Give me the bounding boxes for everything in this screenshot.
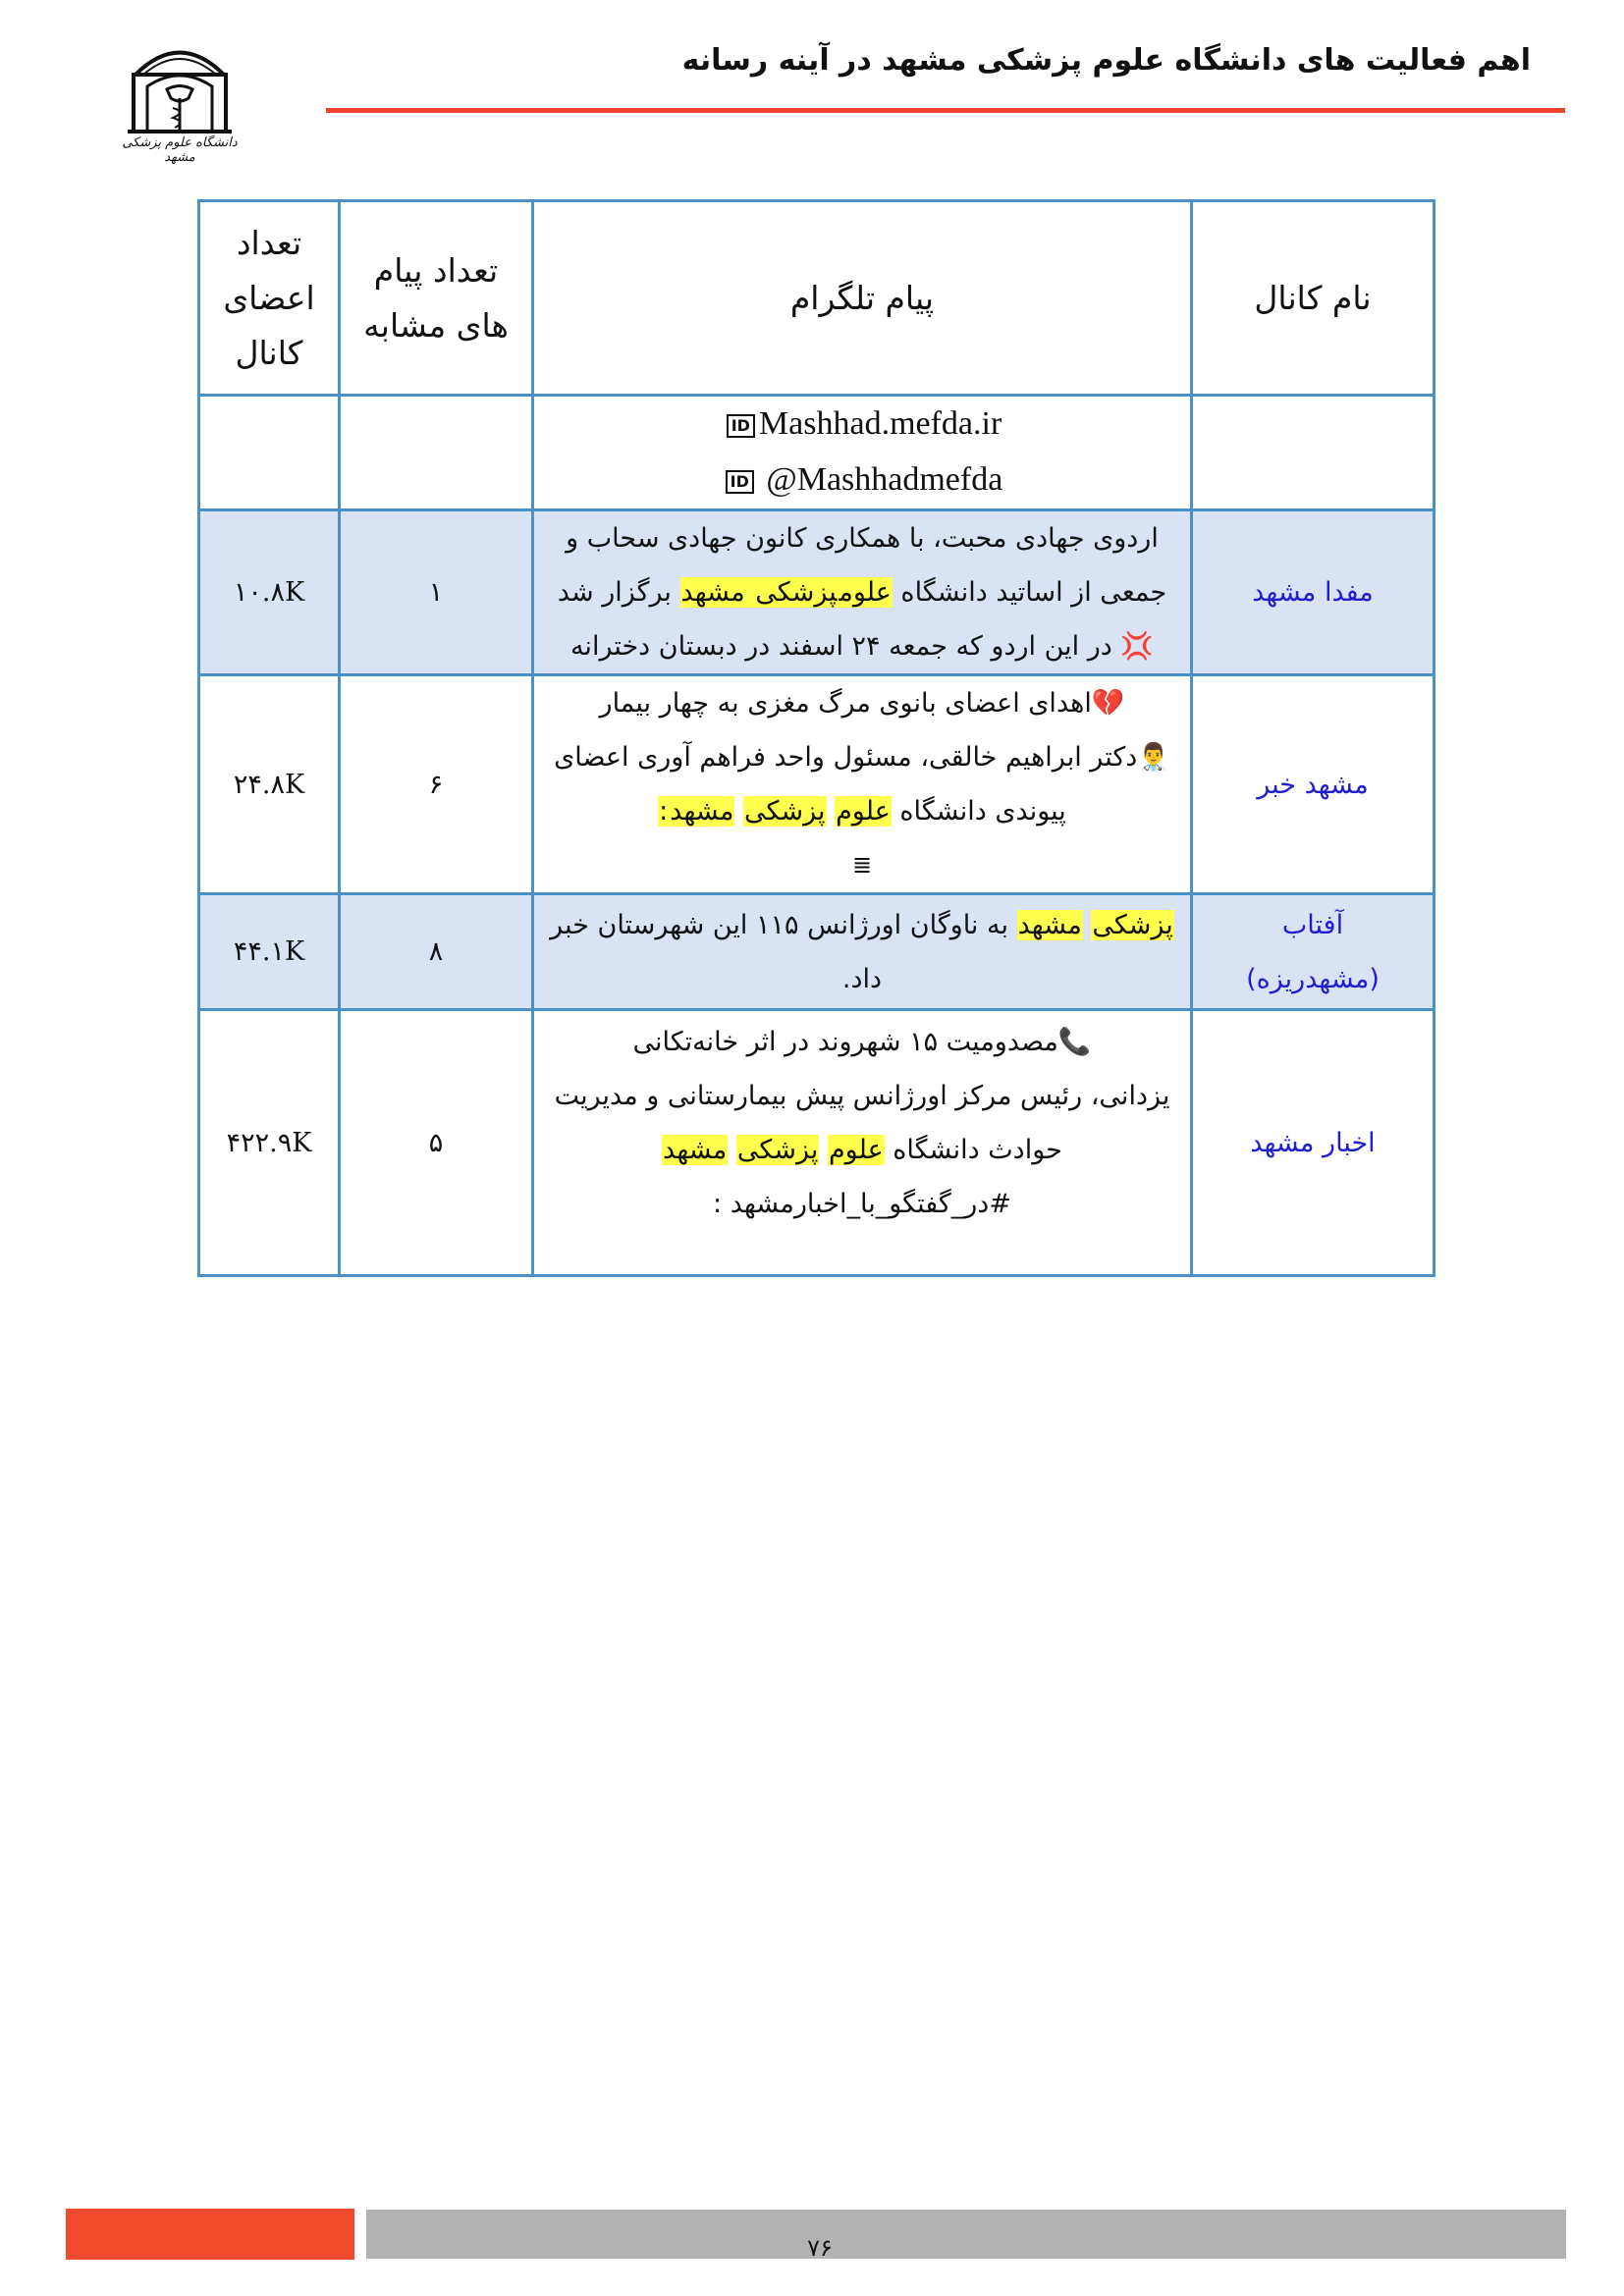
stack-icon: ≣: [851, 851, 873, 879]
id-icon: ID: [726, 470, 754, 494]
similar-count: ۸: [340, 894, 533, 1010]
table-row: [199, 894, 1435, 1010]
message-line: پیوندی دانشگاه علوم پزشکی مشهد:: [659, 796, 1066, 827]
channel-name: مشهد خبر: [1192, 675, 1435, 894]
table-row: [199, 675, 1435, 894]
message-line: پزشکی مشهد به ناوگان اورژانس ۱۱۵ این شهرستان خبر: [550, 909, 1173, 940]
highlight: علوم: [836, 796, 891, 827]
footer-red-bar: [66, 2209, 354, 2260]
highlight: مشهد: [1017, 909, 1082, 940]
page-title: اهم فعالیت های دانشگاه علوم پزشکی مشهد در آینه رسانه: [681, 43, 1531, 78]
empty-cell: [1192, 396, 1435, 510]
empty-cell: [199, 396, 340, 510]
message-line: [548, 453, 1176, 508]
member-count: ۲۴.۸K: [199, 675, 340, 894]
message-line: حوادث دانشگاه علوم پزشکی مشهد: [663, 1135, 1062, 1165]
header-member-count: تعداد اعضای کانال: [199, 201, 340, 396]
message-line: داد.: [841, 963, 883, 994]
message-line: جمعی از اساتید دانشگاه علومپزشکی مشهد برگزار شد: [557, 577, 1167, 608]
highlight: مشهد: [663, 1135, 728, 1165]
message-cell: [533, 1010, 1192, 1276]
message-line: 📞مصدومیت ۱۵ شهروند در اثر خانه‌تکانی: [632, 1027, 1092, 1057]
highlight: پزشکی: [746, 577, 838, 608]
handle-text: @Mashhadmefda: [766, 461, 1003, 498]
logo-caption: دانشگاه علوم پزشکی مشهد: [122, 135, 238, 165]
table-header-row: [199, 201, 1435, 396]
similar-count: ۶: [340, 675, 533, 894]
footer-grey-bar: [366, 2210, 1566, 2259]
header-telegram-message: پیام تلگرام: [533, 201, 1192, 396]
message-line: #در_گفتگو_با_اخبارمشهد :: [713, 1189, 1011, 1219]
highlight: علوم: [828, 1135, 884, 1165]
message-line: 💢 در این اردو که جمعه ۲۴ اسفند در دبستان دخترانه: [569, 631, 1155, 662]
header-channel-name: نام کانال: [1192, 201, 1435, 396]
highlight: پزشکی: [1092, 909, 1173, 940]
member-count: ۴۴.۱K: [199, 894, 340, 1010]
channel-name: مفدا مشهد: [1192, 510, 1435, 675]
highlight: پزشکی: [736, 1135, 819, 1165]
table-row: [199, 510, 1435, 675]
highlight: مشهد: [670, 796, 734, 827]
highlight: مشهد: [680, 577, 745, 608]
similar-count: ۱: [340, 510, 533, 675]
channel-name: آفتاب (مشهدریزه): [1192, 894, 1435, 1010]
message-line: 👨‍⚕️دکتر ابراهیم خالقی، مسئول واحد فراهم آوری اعضای: [554, 742, 1170, 773]
message-cell: [533, 894, 1192, 1010]
table-row-continuation: [199, 396, 1435, 510]
member-count: ۱۰.۸K: [199, 510, 340, 675]
highlight: پزشکی: [744, 796, 826, 827]
telegram-messages-table: [197, 199, 1435, 1277]
message-cell: [533, 510, 1192, 675]
channel-name: اخبار مشهد: [1192, 1010, 1435, 1276]
message-line: [548, 397, 1176, 453]
empty-cell: [340, 396, 533, 510]
message-line: اردوی جهادی محبت، با همکاری کانون جهادی سحاب و: [566, 523, 1159, 554]
page-number: ۷۶: [807, 2234, 833, 2262]
message-cell: [533, 396, 1192, 510]
header-similar-count: تعداد پیام های مشابه: [340, 201, 533, 396]
header-divider: [326, 108, 1565, 113]
table-row: [199, 1010, 1435, 1276]
message-line: 💔اهدای اعضای بانوی مرگ مغزی به چهار بیمار: [599, 688, 1125, 719]
id-icon: ID: [727, 414, 755, 438]
website-text: Mashhad.mefda.ir: [758, 405, 1002, 442]
highlight: :: [659, 796, 669, 827]
similar-count: ۵: [340, 1010, 533, 1276]
message-cell: [533, 675, 1192, 894]
highlight: علوم: [839, 577, 892, 608]
member-count: ۴۲۲.۹K: [199, 1010, 340, 1276]
message-line: یزدانی، رئیس مرکز اورژانس پیش بیمارستانی و مدیریت: [554, 1081, 1170, 1111]
